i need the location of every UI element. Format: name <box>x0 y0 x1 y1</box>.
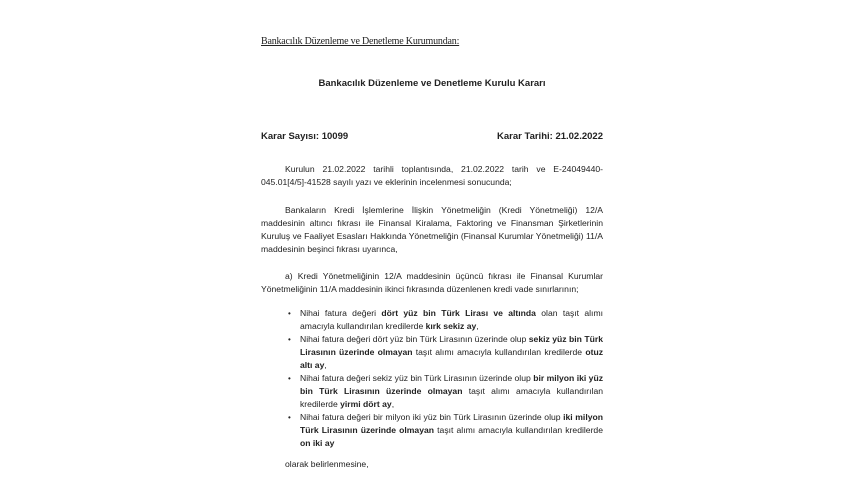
bullet-punctuation: , <box>476 321 479 331</box>
paragraph-meeting: Kurulun 21.02.2022 tarihli toplantısında, 21.02.2022 tarih ve E-24049440-045.01[4/5]-41528 sayılı yazı ve eklerinin incelenmesi sonucunda; <box>261 164 603 187</box>
decision-date: Karar Tarihi: 21.02.2022 <box>497 131 603 142</box>
bullet-text: taşıt alımı amacıyla kullandırılan kredilerde <box>412 347 586 357</box>
bullet-text: Nihai fatura değeri dört yüz bin Türk Lirasının üzerinde olup <box>300 334 529 344</box>
bullet-icon: • <box>288 335 291 344</box>
paragraph-clause-a: a) Kredi Yönetmeliğinin 12/A maddesinin üçüncü fıkrası ile Finansal Kurumlar Yönetmeliğinin 11/A maddesinin ikinci fıkrasında düzenlenen kredi vade sınırlarının; <box>261 271 603 294</box>
document-page <box>261 0 603 486</box>
bullet-term: kırk sekiz ay <box>425 321 477 331</box>
list-item <box>283 372 603 411</box>
list-item <box>283 307 603 333</box>
bullet-bold-text: bir milyon iki yüz bin Türk Lirasının üzerinde olmayan <box>300 373 603 396</box>
bullet-term: yirmi dört ay <box>340 399 392 409</box>
bullet-bold-text: sekiz yüz bin Türk Lirasının üzerinde olmayan <box>300 334 603 357</box>
loan-term-list <box>283 307 603 450</box>
document-title: Bankacılık Düzenleme ve Denetleme Kurulu Kararı <box>318 78 546 89</box>
bullet-text: Nihai fatura değeri <box>300 308 382 318</box>
list-item <box>283 333 603 372</box>
bullet-punctuation: , <box>391 399 395 409</box>
bullet-text: olan taşıt alımı amacıyla kullandırılan kredilerde <box>300 308 603 331</box>
closing-text: olarak belirlenmesine, <box>285 459 369 469</box>
list-item <box>283 411 603 450</box>
bullet-bold-text: iki milyon Türk Lirasının üzerinde olmayan <box>300 412 603 435</box>
bullet-icon: • <box>288 374 291 383</box>
institution-header: Bankacılık Düzenleme ve Denetleme Kurumundan: <box>261 36 460 47</box>
bullet-text: taşıt alımı amacıyla kullandırılan kredilerde <box>434 425 603 435</box>
bullet-text: Nihai fatura değeri bir milyon iki yüz bin Türk Lirasının üzerinde olup <box>300 412 564 422</box>
bullet-text: Nihai fatura değeri sekiz yüz bin Türk Lirasının üzerinde olup <box>300 373 534 383</box>
bullet-term: on iki ay <box>300 438 335 448</box>
decision-number: Karar Sayısı: 10099 <box>261 131 349 142</box>
bullet-text: taşıt alımı amacıyla kullandırılan kredilerde <box>300 386 603 409</box>
bullet-icon: • <box>288 309 291 318</box>
bullet-punctuation: , <box>324 360 327 370</box>
bullet-term: otuz altı ay <box>300 347 603 370</box>
bullet-icon: • <box>288 413 291 422</box>
paragraph-legal-basis: Bankaların Kredi İşlemlerine İlişkin Yönetmeliğin (Kredi Yönetmeliği) 12/A maddesinin altıncı fıkrası ile Finansal Kiralama, Faktoring ve Finansman Şirketlerinin Kuruluş ve Faaliyet Esasları Hakkında Yönetmeliğin (Finansal Kurumlar Yönetmeliği) 11/A maddesinin beşinci fıkrası uyarınca, <box>261 205 603 254</box>
bullet-bold-text: dört yüz bin Türk Lirası ve altında <box>381 308 536 318</box>
